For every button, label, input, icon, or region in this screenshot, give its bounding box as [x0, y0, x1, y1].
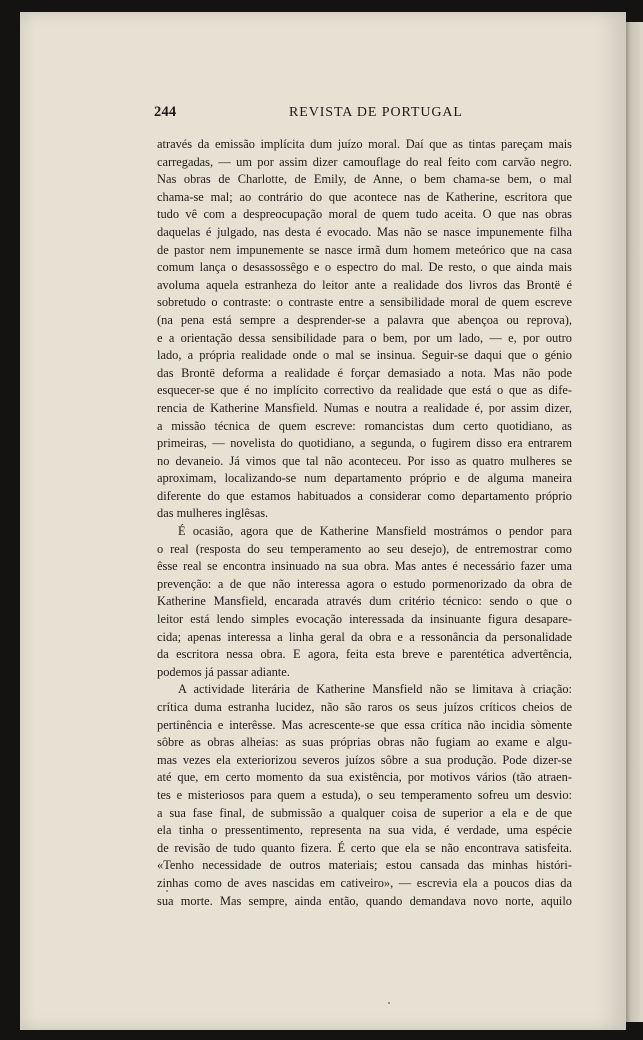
text-line: da escritora nessa obra. E agora, feita esta breve e parentética advertência, [157, 647, 572, 662]
text-line: comum lança o desassossêgo e o espectro do mal. De resto, o que ainda mais [157, 260, 572, 275]
text-line: leitor está lendo simples evocação interessada da insinuante figura desapare- [157, 612, 572, 627]
text-line: a sua fase final, de submissão a qualquer coisa de superior a ela e de que [157, 805, 572, 820]
text-line: mas vezes ela exteriorizou severos juízos sôbre a sua produção. Pode dizer-se [157, 752, 572, 767]
text-line: carregadas, — um por assim dizer camouflage do real feito com carvão negro. [157, 154, 572, 169]
text-line: tudo vê com a despreocupação moral de quem tudo aceita. O que nas obras [157, 207, 572, 222]
text-line: daquelas é julgado, nas desta é evocado. Mas não se nasce impunemente filha [157, 224, 572, 239]
text-line: das mulheres inglêsas. [157, 506, 269, 521]
text-line: ela tinha o pressentimento, representa na sua vida, é verdade, uma espécie [157, 823, 572, 838]
text-line: através da emissão implícita dum juízo moral. Daí que as tintas pareçam mais [157, 137, 572, 151]
text-line: lado, a própria realidade onde o mal se insinua. Seguir-se daqui que o génio [157, 348, 572, 363]
text-line: no devaneio. Já vimos que tal não aconteceu. Por isso as quatro mulheres se [157, 453, 572, 468]
text-line: «Tenho necessidade de outros materiais; estou cansada das minhas históri- [157, 858, 572, 873]
running-title: REVISTA DE PORTUGAL [289, 105, 463, 120]
text-line: Katherine Mansfield, encarada através dum critério técnico: sendo o que o [157, 594, 572, 609]
text-line: Nas obras de Charlotte, de Emily, de Anne, o bem chama-se bem, o mal [157, 172, 572, 187]
paper-speck [166, 890, 168, 892]
text-line: o real (resposta do seu temperamento ao seu desejo), de entremostrar como [157, 541, 572, 556]
text-line: avoluma aquela estranheza do leitor ante a realidade dos livros das Brontë é [157, 277, 572, 292]
text-line: esquecer-se que é no implícito correctivo da realidade que está o que as dife- [157, 383, 572, 398]
text-line: crítica duma estranha lucidez, não são raros os seus juízos críticos cheios de [157, 700, 572, 714]
page-number: 244 [154, 104, 177, 120]
text-line: É ocasião, agora que de Katherine Mansfield mostrámos o pendor para [178, 524, 572, 539]
page-header [154, 104, 574, 122]
text-line: sobretudo o contraste: o contraste entre a sensibilidade moral de quem escreve [157, 295, 572, 310]
text-line: sua morte. Mas sempre, ainda então, quando demandava novo norte, aquilo [157, 893, 572, 908]
text-line: de pastor nem impunemente se nasce irmã dum homem meteórico que na casa [157, 242, 572, 257]
text-line: diferente do que estamos habituados a considerar como departamento próprio [157, 488, 572, 503]
text-line: tes e misteriosos para quem a estuda), o seu temperamento sofreu um desvio: [157, 787, 572, 802]
text-line: (na pena está sempre a desprender-se a palavra que abençoa ou reprova), [157, 312, 572, 327]
text-line: A actividade literária de Katherine Mansfield não se limitava à criação: [178, 682, 572, 697]
text-line: aproximam, localizando-se num departamento próprio e de alguma maneira [157, 471, 572, 486]
text-line: a missão técnica de quem escreve: romancistas dum certo quotidiano, as [157, 418, 572, 433]
paper-speck [388, 1002, 390, 1004]
text-line: chama-se mal; ao contrário do que acontece nas de Katherine, escritora que [157, 189, 572, 204]
text-line: cida; apenas interessa a linha geral da obra e a ressonância da personalidade [157, 629, 572, 644]
text-line: êsse real se encontra insinuado na sua obra. Mas antes é necessário fazer uma [157, 559, 572, 574]
text-line: e a orientação dessa sensibilidade para o bem, por um lado, — e, por outro [157, 330, 572, 345]
text-line: das Brontë deforma a realidade é forçar demasiado a nota. Mas não pode [157, 365, 572, 380]
next-page-edge [624, 22, 643, 1022]
text-line: até que, em certo momento da sua existência, por motivos vários (tão atraen- [157, 770, 572, 785]
text-line: primeiras, — novelista do quotidiano, a segunda, o fugirem disso era entrarem [157, 436, 572, 451]
text-line: rencia de Katherine Mansfield. Numas e noutra a realidade é, por assim dizer, [157, 400, 572, 415]
body-text [157, 136, 572, 910]
text-line: de revisão de tudo quanto fizera. É certo que ela se não encontrava satisfeita. [157, 840, 572, 855]
text-line: sôbre as obras alheias: as suas próprias obras não fugiam ao exame e algu- [157, 735, 572, 750]
text-line: pertinência e interêsse. Mas acrescente-se que essa crítica não incidia sòmente [157, 717, 572, 732]
text-line: podemos já passar adiante. [157, 664, 290, 679]
text-line: prevenção: a de que não interessa agora o estudo pormenorizado da obra de [157, 576, 572, 591]
text-line: zinhas como de aves nascidas em cativeiro», — escrevia ela a poucos dias da [157, 875, 572, 890]
